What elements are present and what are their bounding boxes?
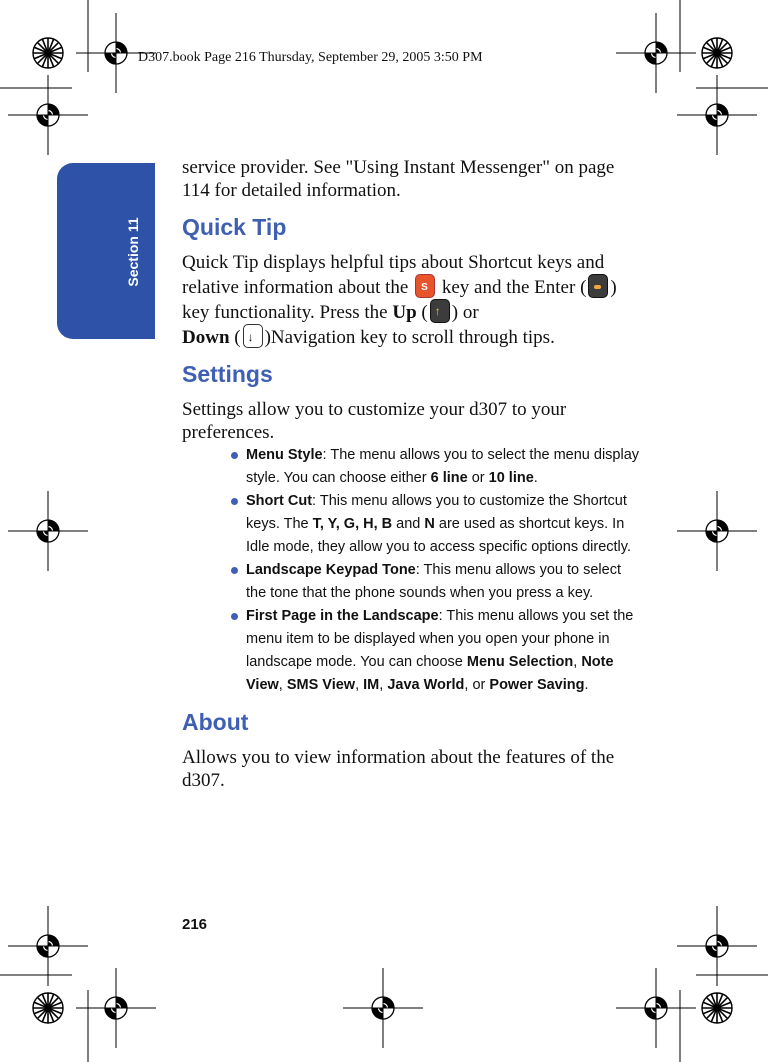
quick-tip-paragraph [182, 251, 644, 349]
enter-key-icon [588, 274, 608, 298]
list-item [230, 605, 644, 697]
list-item-text: , [379, 677, 388, 693]
star-target-icon [33, 38, 63, 68]
intro-paragraph: service provider. See "Using Instant Messenger" on page 114 for detailed information. [182, 157, 615, 201]
list-item-text: , [573, 654, 582, 670]
registration-mark-icon [677, 75, 757, 155]
registration-mark-icon [677, 491, 757, 571]
list-item-option: Note View [246, 654, 614, 693]
list-item [230, 444, 644, 490]
list-item-text: and [392, 516, 425, 532]
star-target-icon [702, 38, 732, 68]
list-item-title: Landscape Keypad Tone [246, 562, 416, 578]
list-item-option: T, Y, G, H, B [312, 516, 393, 532]
about-heading: About [182, 709, 249, 735]
page-number: 216 [182, 916, 208, 933]
list-item-option: SMS View [286, 677, 356, 693]
list-item-option: Menu Selection [466, 654, 574, 670]
about-paragraph: Allows you to view information about the features of the d307. [182, 747, 615, 791]
settings-list [182, 444, 644, 697]
list-item-text: , [355, 677, 364, 693]
registration-mark-icon [343, 968, 423, 1048]
quick-tip-text: key and the Enter ( [441, 277, 587, 298]
list-item-text: : This menu allows you set the menu item to be displayed when you open your phone in landscape mode. You can choose [246, 608, 634, 670]
quick-tip-text: ) or [451, 302, 479, 323]
registration-mark-icon [677, 906, 757, 986]
list-item-option: Java World [387, 677, 465, 693]
registration-mark-icon [616, 968, 696, 1048]
registration-mark-icon [8, 75, 88, 155]
star-target-icon [33, 993, 63, 1023]
list-item-option: N [424, 516, 435, 532]
quick-tip-text: )Navigation key to scroll through tips. [264, 327, 555, 348]
list-item-title: Short Cut [246, 493, 313, 509]
print-header: D307.book Page 216 Thursday, September 29, 2005 3:50 PM [138, 50, 483, 65]
s-key-icon [415, 274, 435, 298]
registration-mark-icon [616, 13, 696, 93]
page-content [182, 156, 644, 792]
quick-tip-text: ( [421, 302, 428, 323]
list-item-option: 10 line [488, 470, 534, 486]
quick-tip-text: ) key functionality. Press the [182, 277, 617, 323]
list-item-title: First Page in the Landscape [246, 608, 439, 624]
list-item-option: 6 line [430, 470, 468, 486]
list-item-title: Menu Style [246, 447, 323, 463]
list-item-text: . [584, 677, 589, 693]
settings-heading: Settings [182, 361, 273, 387]
star-target-icon [702, 993, 732, 1023]
settings-paragraph: Settings allow you to customize your d307 to your preferences. [182, 399, 567, 443]
list-item-text: , [278, 677, 287, 693]
list-item-text: or [467, 470, 489, 486]
list-item [230, 490, 644, 559]
section-tab-label: Section 11 [125, 217, 141, 287]
list-item-text: , or [464, 677, 490, 693]
list-item-option: Power Saving [489, 677, 585, 693]
list-item-text: : This menu allows you to select the tone that the phone sounds when you press a key. [246, 562, 621, 601]
up-key-label: Up [392, 302, 417, 323]
quick-tip-text: Quick Tip displays helpful tips about Shortcut keys and relative information about the [182, 252, 605, 298]
list-item-text: are used as shortcut keys. In Idle mode, they allow you to access specific options directly. [246, 516, 631, 555]
registration-mark-icon [8, 491, 88, 571]
quick-tip-text: ( [234, 327, 241, 348]
list-item-text: : This menu allows you to customize the Shortcut keys. The [246, 493, 627, 532]
down-key-label: Down [182, 327, 230, 348]
up-key-icon [430, 299, 450, 323]
list-item-option: IM [363, 677, 380, 693]
list-item-text: : The menu allows you to select the menu display style. You can choose either [246, 447, 640, 486]
list-item-text: . [533, 470, 538, 486]
down-key-icon [243, 324, 263, 348]
quick-tip-heading: Quick Tip [182, 214, 287, 240]
registration-mark-icon [8, 906, 88, 986]
list-item [230, 559, 644, 605]
